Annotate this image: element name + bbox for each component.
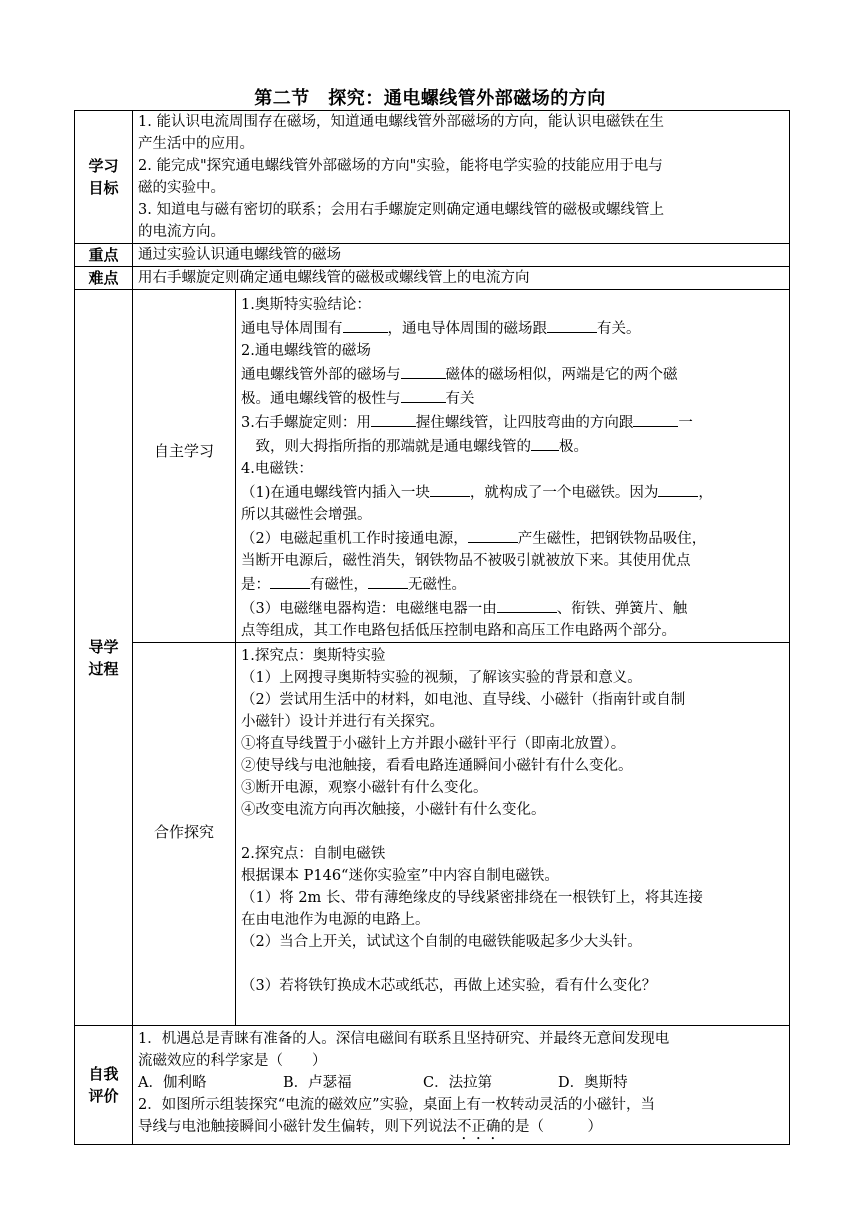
fill-blank[interactable] [343, 316, 388, 333]
fill-blank[interactable] [270, 572, 310, 589]
goal-line: 磁的实验中。 [138, 180, 225, 196]
self-study-row [75, 290, 790, 643]
self-eval-row [75, 1026, 790, 1145]
fill-blank[interactable] [371, 410, 416, 427]
fill-blank[interactable] [531, 434, 559, 451]
goals-row [75, 111, 790, 244]
cooperate-content: 1.探究点：奥斯特实验 （1）上网搜寻奥斯特实验的视频，了解该实验的背景和意义。 （2）尝试用生活中的材料，如电池、直导线、小磁针（指南针或自制 小磁针）设计并进行有关探究。 ①将直导线置于小磁针上方并跟小磁针平行（即南北放置）。 ②使导线与电池触接，看看电路连通瞬间小磁针有什么变化。 ③断开电源，观察小磁针有什么变化。 ④改变电流方向再次触接，小磁针有什么变化。 2.探究点：自制电磁铁 根据课本 P146“迷你实验室”中内容自制电磁铁。 （1）将 2m 长、带有薄绝缘皮的导线紧密排绕在一根铁钉上，将其连接 在由电池作为电源的电路上。 （2）当合上开关，试试这个自制的电磁铁能吸起多少大头针。 （3）若将铁钉换成木芯或纸芯，再做上述实验，看有什么变化？ [236, 643, 790, 1026]
self-eval-content: 1．机遇总是青睐有准备的人。深信电磁间有联系且坚持研究、并最终无意间发现电 流磁效应的科学家是（ ） A．伽利略 B．卢瑟福 C．法拉第 D．奥斯特 2．如图所示组装探究“电流的磁效应”实验，桌面上有一枚转动灵活的小磁针，当 导线与电池触接瞬间小磁针发生偏转，则下列说法不正确的是（ ） [133, 1026, 790, 1145]
difficulty-content: 用右手螺旋定则确定通电螺线管的磁极或螺线管上的电流方向 [133, 267, 790, 290]
goal-line: 1. 能认识电流周围存在磁场，知道通电螺线管外部磁场的方向，能认识电磁铁在生 [138, 114, 664, 130]
cooperate-row [75, 643, 790, 1026]
goals-content [133, 111, 790, 244]
option-d[interactable]: D．奥斯特 [558, 1075, 628, 1091]
fill-blank[interactable] [497, 596, 557, 613]
fill-blank[interactable] [401, 362, 446, 379]
key-content: 通过实验认识通电螺线管的磁场 [133, 244, 790, 267]
fill-blank[interactable] [430, 480, 470, 497]
page-title: 第二节 探究：通电螺线管外部磁场的方向 [254, 88, 606, 109]
goal-line: 的电流方向。 [138, 224, 225, 240]
emphasis-text: 不正确 [457, 1119, 501, 1135]
fill-blank[interactable] [633, 410, 678, 427]
cooperate-label: 合作探究 [133, 643, 236, 1026]
fill-blank[interactable] [401, 386, 446, 403]
option-a[interactable]: A．伽利略 [138, 1075, 207, 1091]
option-b[interactable]: B．卢瑟福 [283, 1075, 352, 1091]
goals-label: 学习 目标 [75, 111, 133, 244]
q1-options [138, 1072, 784, 1094]
fill-blank[interactable] [468, 526, 518, 543]
self-study-content: 1.奥斯特实验结论： 通电导体周围有 ，通电导体周围的磁场跟 有关。 2.通电螺线管的磁场 通电螺线管外部的磁场与 磁体的磁场相似，两端是它的两个磁 极。通电螺线管的极性与 有关 3.右手螺旋定则：用 握住螺线管，让四肢弯曲的方向跟 一 致，则大拇指所指的那端就是通电螺线管的 极。 4.电磁铁： （1)在通电螺线管内插入一块 ，就构成了一个电磁铁。因为 ， 所以其磁性会增强。 （2）电磁起重机工作时接通电源， 产生磁性，把钢铁物品吸住， 当断开电源后，磁性消失，钢铁物品不被吸引就被放下来。其使用优点 是： 有磁性， 无磁性。 （3）电磁继电器构造：电磁继电器一由 、衔铁、弹簧片、触 点等组成，其工作电路包括低压控制电路和高压工作电路两个部分。 [236, 290, 790, 643]
difficulty-label: 难点 [75, 267, 133, 290]
self-study-label: 自主学习 [133, 290, 236, 643]
goal-line: 2. 能完成"探究通电螺线管外部磁场的方向"实验，能将电学实验的技能应用于电与 [138, 158, 663, 174]
process-label: 导学 过程 [75, 290, 133, 1026]
key-row [75, 244, 790, 267]
lesson-table [74, 110, 790, 1145]
fill-blank[interactable] [547, 316, 597, 333]
fill-blank[interactable] [658, 480, 698, 497]
goal-line: 3. 知道电与磁有密切的联系；会用右手螺旋定则确定通电螺线管的磁极或螺线管上 [138, 202, 664, 218]
option-c[interactable]: C．法拉第 [423, 1075, 493, 1091]
goal-line: 产生活中的应用。 [138, 136, 254, 152]
difficulty-row [75, 267, 790, 290]
fill-blank[interactable] [368, 572, 408, 589]
self-eval-label: 自我 评价 [75, 1026, 133, 1145]
key-label: 重点 [75, 244, 133, 267]
